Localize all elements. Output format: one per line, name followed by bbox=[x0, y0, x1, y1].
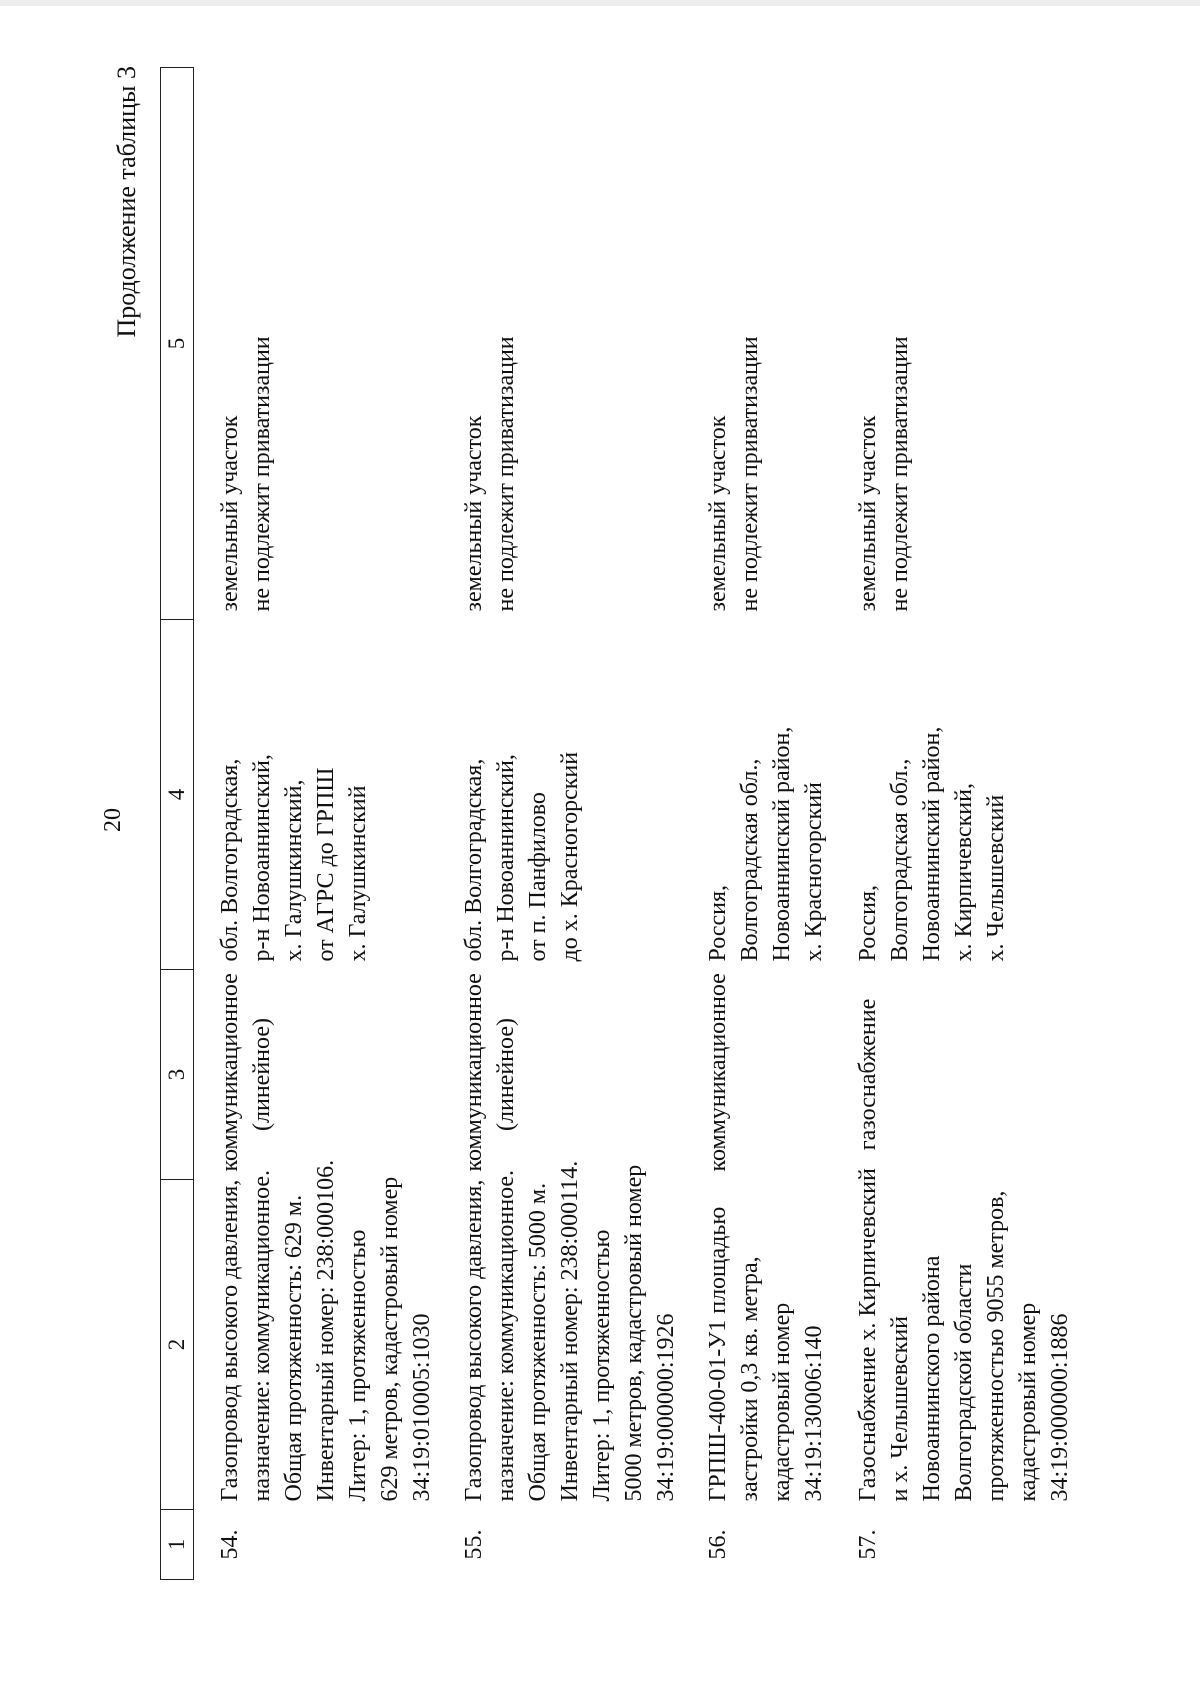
text-line: земельный участок bbox=[461, 415, 487, 612]
text-line: х. Красногорский bbox=[801, 782, 827, 962]
text-line: не подлежит приватизации bbox=[249, 336, 275, 612]
text-line: не подлежит приватизации bbox=[737, 336, 763, 612]
scan-edge bbox=[0, 0, 1200, 6]
object-address bbox=[832, 620, 1076, 970]
text-line: 629 метров, кадастровый номер bbox=[377, 1176, 403, 1502]
text-line: Литер: 1, протяженностью bbox=[589, 1229, 615, 1502]
text-line: 34:19:000000:1886 bbox=[1047, 1313, 1073, 1502]
object-note bbox=[832, 68, 1076, 620]
object-description bbox=[832, 1168, 1076, 1510]
row-number: 57. bbox=[855, 1529, 881, 1560]
object-type bbox=[682, 970, 832, 1180]
text-line: коммуникационное bbox=[461, 973, 487, 1172]
text-line: обл. Волгоградская, bbox=[461, 758, 487, 962]
object-address bbox=[438, 620, 682, 970]
text-line: х. Кирпичевский, bbox=[951, 783, 977, 962]
object-type bbox=[832, 970, 1076, 1180]
object-description bbox=[194, 1159, 439, 1510]
text-line: коммуникационное bbox=[217, 973, 243, 1172]
text-line: 34:19:010005:1030 bbox=[409, 1313, 435, 1502]
object-type bbox=[438, 970, 682, 1180]
text-line: Общая протяженность: 629 м. bbox=[281, 1194, 307, 1502]
column-number: 3 bbox=[161, 970, 194, 1180]
text-line: 5000 метров, кадастровый номер bbox=[621, 1164, 647, 1502]
text-line: Инвентарный номер: 238:000106. bbox=[313, 1159, 339, 1502]
object-note bbox=[438, 68, 682, 620]
text-line: х. Челышевский bbox=[983, 794, 1009, 962]
text-line: Новоаннинский район, bbox=[919, 726, 945, 962]
text-line: Общая протяженность: 5000 м. bbox=[525, 1182, 551, 1502]
text-line: от АГРС до ГРПШ bbox=[313, 767, 339, 962]
text-line: кадастровый номер bbox=[1015, 1302, 1041, 1502]
table-row bbox=[682, 68, 832, 1580]
column-number: 1 bbox=[161, 1510, 194, 1580]
text-line: коммуникационное bbox=[705, 973, 731, 1172]
text-line: Литер: 1, протяженностью bbox=[345, 1229, 371, 1502]
text-line: Россия, bbox=[855, 884, 881, 962]
text-line: не подлежит приватизации bbox=[493, 336, 519, 612]
object-type bbox=[194, 970, 439, 1180]
column-number: 4 bbox=[161, 620, 194, 970]
text-line: (линейное) bbox=[493, 1018, 519, 1131]
text-line: кадастровый номер bbox=[769, 1302, 795, 1502]
text-line: обл. Волгоградская, bbox=[217, 758, 243, 962]
text-line: х. Галушкинский, bbox=[281, 779, 307, 962]
text-line: х. Галушкинский bbox=[345, 785, 371, 962]
text-line: до х. Красногорский bbox=[557, 751, 583, 962]
row-number: 55. bbox=[461, 1529, 487, 1560]
column-number: 2 bbox=[161, 1180, 194, 1510]
text-line: Газопровод высокого давления, bbox=[461, 1179, 487, 1502]
text-line: земельный участок bbox=[855, 415, 881, 612]
object-note bbox=[682, 68, 832, 620]
text-line: р-н Новоаннинский, bbox=[249, 754, 275, 962]
text-line: протяженностью 9055 метров, bbox=[983, 1190, 1009, 1502]
text-line: не подлежит приватизации bbox=[887, 336, 913, 612]
row-number: 54. bbox=[217, 1529, 243, 1560]
text-line: Инвентарный номер: 238:000114. bbox=[557, 1160, 583, 1502]
text-line: Новоаннинского района bbox=[919, 1255, 945, 1502]
object-description bbox=[438, 1160, 682, 1510]
text-line: ГРПШ-400-01-У1 площадью bbox=[705, 1206, 731, 1502]
rotated-page bbox=[100, 60, 1120, 1580]
object-address bbox=[682, 620, 832, 970]
object-description bbox=[682, 1180, 832, 1510]
text-line: застройки 0,3 кв. метра, bbox=[737, 1256, 763, 1502]
column-number: 5 bbox=[161, 68, 194, 620]
text-line: Газопровод высокого давления, bbox=[217, 1179, 243, 1502]
text-line: Новоаннинский район, bbox=[769, 726, 795, 962]
text-line: земельный участок bbox=[705, 415, 731, 612]
text-line: р-н Новоаннинский, bbox=[493, 754, 519, 962]
table-continuation-label: Продолжение таблицы 3 bbox=[112, 66, 141, 338]
property-table bbox=[160, 67, 1076, 1580]
row-number: 56. bbox=[705, 1529, 731, 1560]
object-note bbox=[194, 68, 439, 620]
text-line: Газоснабжение х. Кирпичевский bbox=[855, 1168, 881, 1502]
text-line: и х. Челышевский bbox=[887, 1315, 913, 1502]
column-number-row bbox=[161, 68, 194, 1580]
text-line: назначение: коммуникационное. bbox=[249, 1169, 275, 1502]
table-row bbox=[438, 68, 682, 1580]
table-row bbox=[194, 68, 439, 1580]
text-line: (линейное) bbox=[249, 1018, 275, 1131]
object-address bbox=[194, 620, 439, 970]
text-line: Волгоградская обл., bbox=[737, 758, 763, 962]
text-line: от п. Панфилово bbox=[525, 792, 551, 962]
table-row bbox=[832, 68, 1076, 1580]
text-line: Волгоградской области bbox=[951, 1263, 977, 1502]
text-line: земельный участок bbox=[217, 415, 243, 612]
text-line: 34:19:130006:140 bbox=[801, 1325, 827, 1502]
text-line: 34:19:000000:1926 bbox=[653, 1313, 679, 1502]
text-line: Волгоградская обл., bbox=[887, 758, 913, 962]
text-line: газоснабжение bbox=[855, 998, 881, 1151]
page-number: 20 bbox=[100, 808, 126, 832]
text-line: Россия, bbox=[705, 884, 731, 962]
text-line: назначение: коммуникационное. bbox=[493, 1169, 519, 1502]
